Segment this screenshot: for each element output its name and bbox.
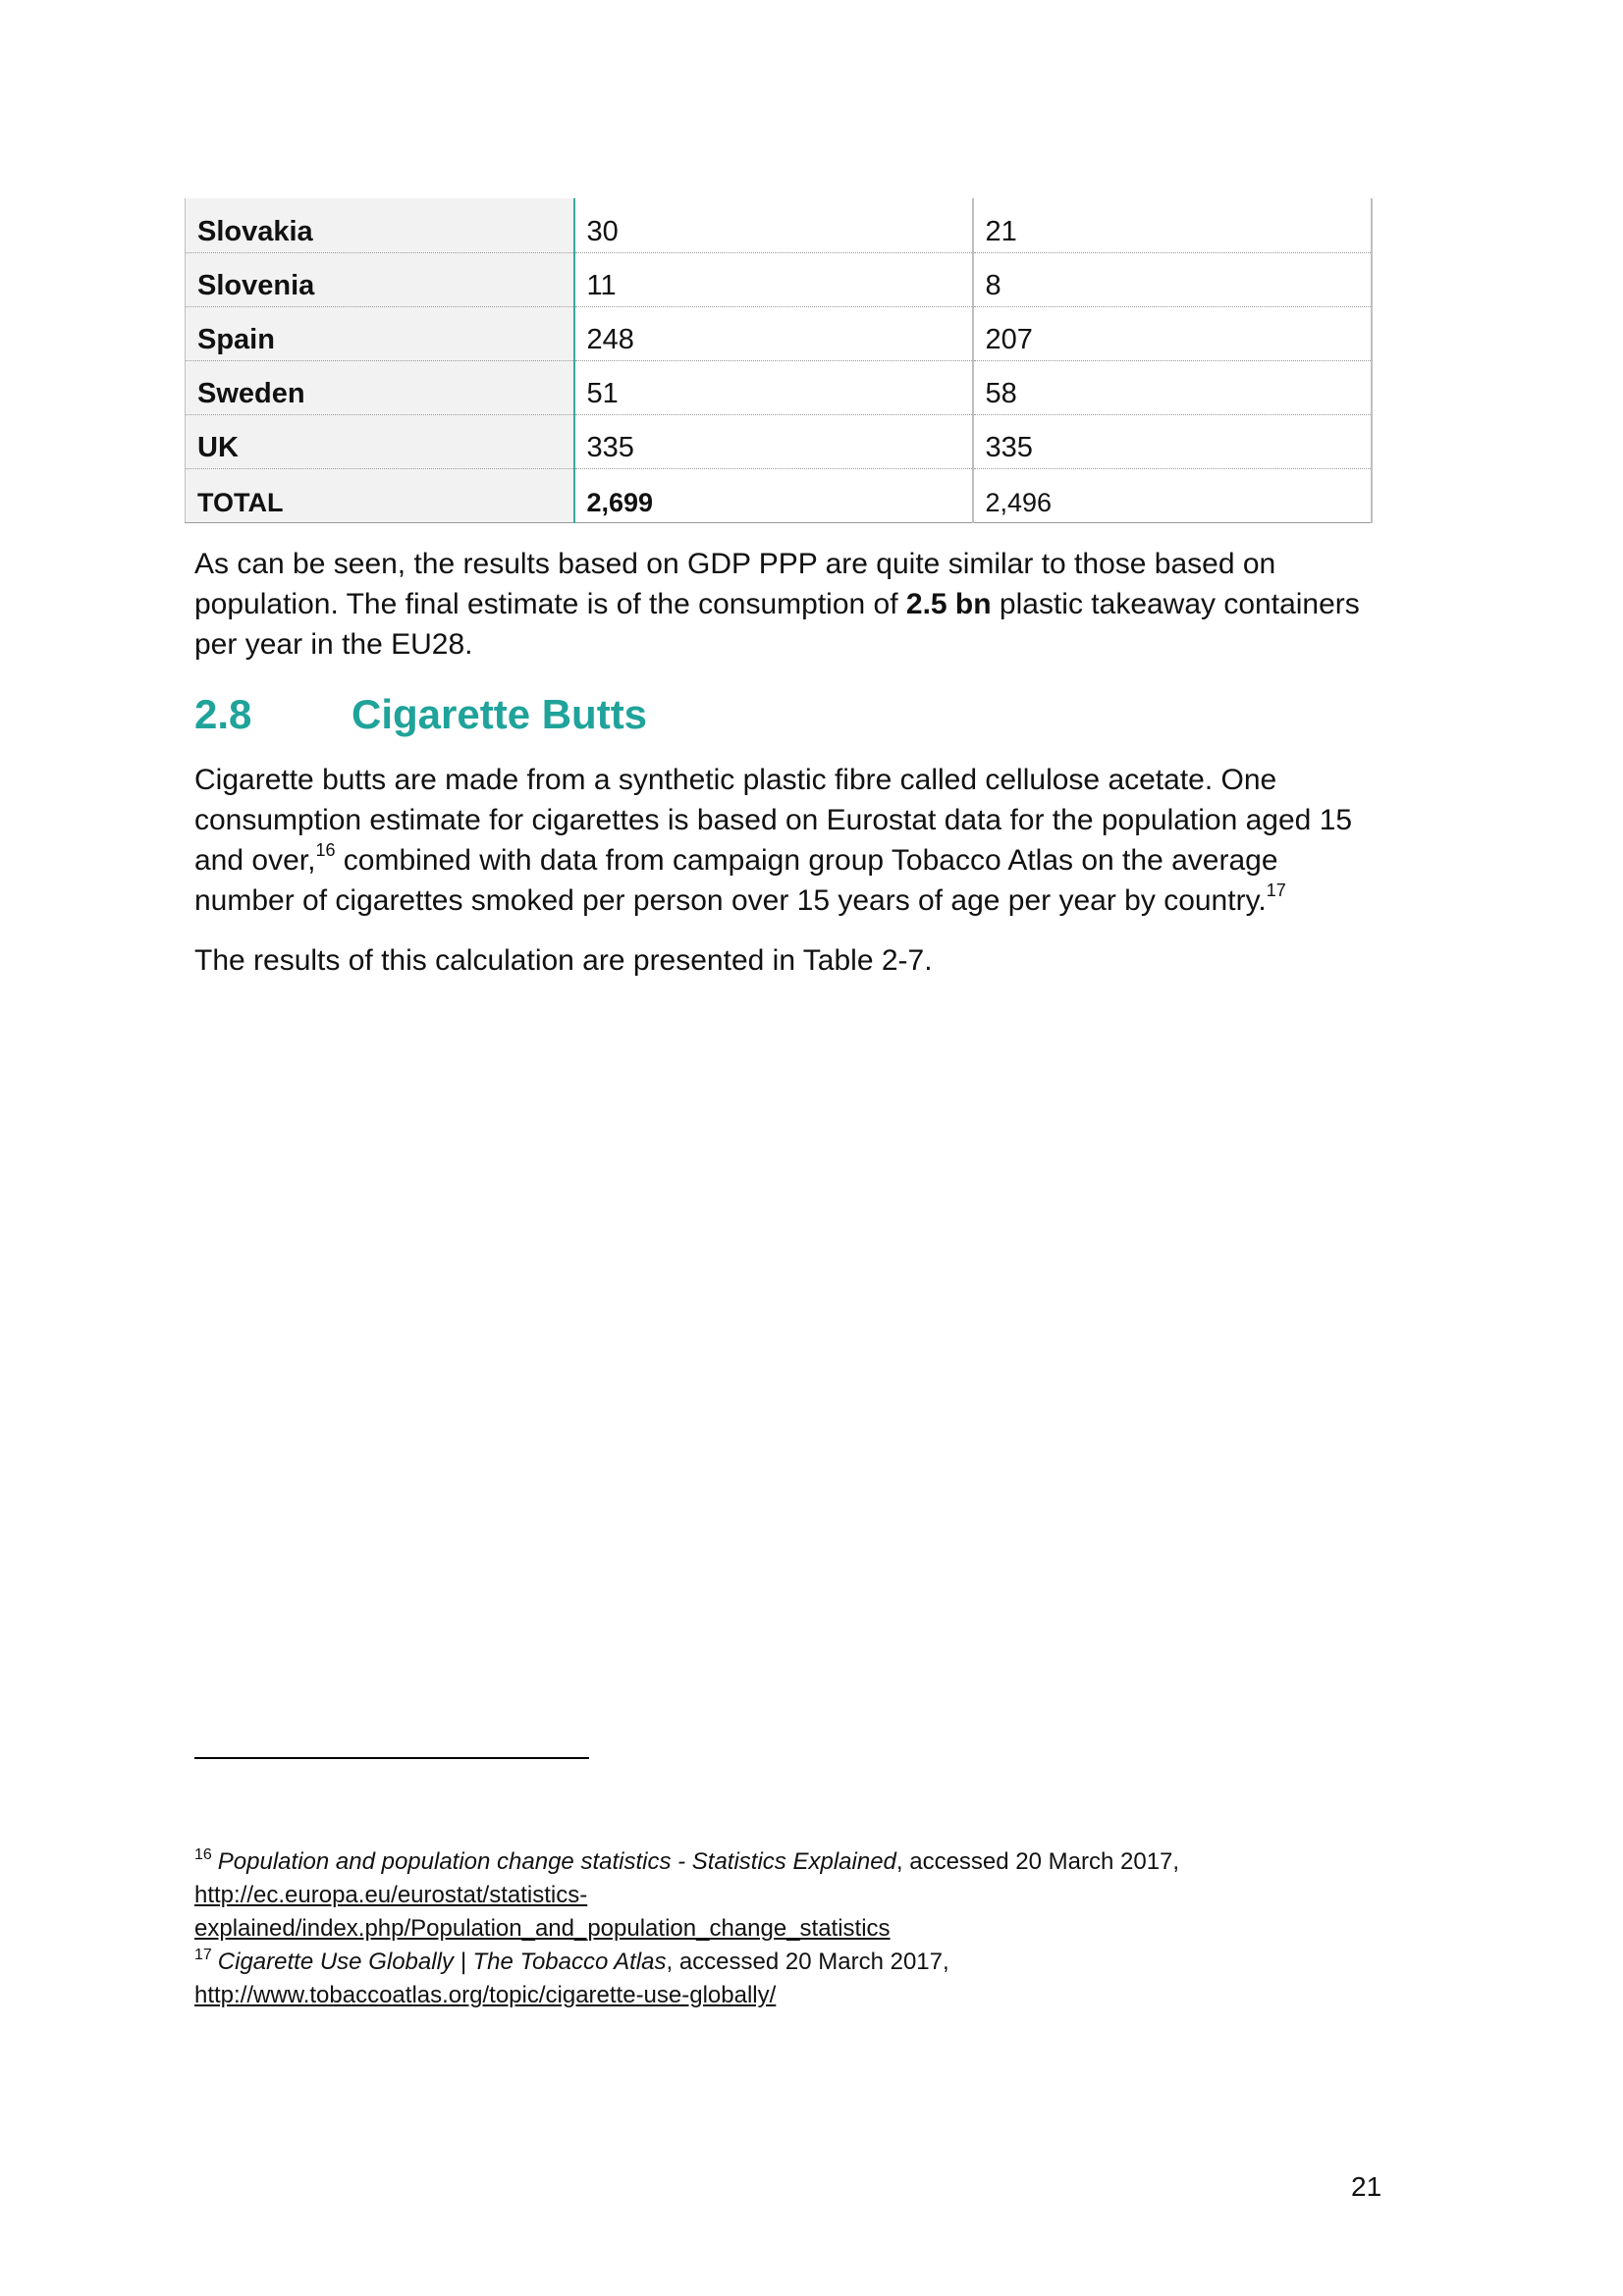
paragraph-text: combined with data from campaign group Tobacco Atlas on the average number of cigarettes smoked per person over 15 years of age per year by country. <box>194 844 1278 917</box>
footnote-ref-17[interactable]: 17 <box>1266 881 1286 900</box>
footnote-17-link[interactable]: http://www.tobaccoatlas.org/topic/cigarette-use-globally/ <box>194 1982 777 2008</box>
paragraph-text: As can be seen, the results based on GDP PPP are quite similar to those based on population. The final estimate is of the consumption of <box>194 548 1276 620</box>
value-cell: 21 <box>973 198 1372 252</box>
country-cell: Spain <box>186 306 574 360</box>
value-cell: 335 <box>973 414 1372 468</box>
page-number: 21 <box>1351 2171 1382 2202</box>
footnote-16-link-line2[interactable]: explained/index.php/Population_and_population_change_statistics <box>194 1915 891 1942</box>
footnote-title: Population and population change statistics - Statistics Explained <box>217 1848 896 1875</box>
total-value-cell: 2,496 <box>973 468 1372 522</box>
footnote-17 <box>194 1946 1373 1979</box>
value-cell: 11 <box>574 252 973 306</box>
footnote-ref-16[interactable]: 16 <box>315 840 336 860</box>
footnote-separator <box>194 1757 589 1759</box>
footnote-number: 16 <box>194 1846 212 1863</box>
total-value-cell: 2,699 <box>574 468 973 522</box>
table-row <box>186 306 1372 360</box>
footnote-number: 17 <box>194 1947 212 1963</box>
footnote-16-link-line1[interactable]: http://ec.europa.eu/eurostat/statistics- <box>194 1882 588 1908</box>
table-row <box>186 414 1372 468</box>
country-cell: UK <box>186 414 574 468</box>
paragraph-cigarettes <box>194 760 1373 921</box>
value-cell: 58 <box>973 360 1372 414</box>
section-heading <box>194 691 647 738</box>
value-cell: 248 <box>574 306 973 360</box>
paragraph-results-table: The results of this calculation are presented in Table 2-7. <box>194 944 933 977</box>
table-total-row <box>186 468 1372 522</box>
table-row <box>186 360 1372 414</box>
value-cell: 207 <box>973 306 1372 360</box>
value-cell: 8 <box>973 252 1372 306</box>
footnote-16 <box>194 1845 1373 1879</box>
country-cell: Slovenia <box>186 252 574 306</box>
value-cell: 51 <box>574 360 973 414</box>
footnote-accessed: , accessed 20 March 2017, <box>666 1949 949 1975</box>
section-title: Cigarette Butts <box>352 691 648 737</box>
country-cell: Slovakia <box>186 198 574 252</box>
paragraph-text: Cigarette butts are made from a synthetic plastic fibre called cellulose acetate. One consumption estimate for cigarettes is based on Eurostat data for the population aged 15 and over, <box>194 764 1353 877</box>
country-cell: Sweden <box>186 360 574 414</box>
table-row <box>186 198 1372 252</box>
footnote-accessed: , accessed 20 March 2017, <box>895 1848 1180 1875</box>
total-label-cell: TOTAL <box>186 468 574 522</box>
consumption-table <box>185 198 1373 523</box>
footnotes <box>194 1845 1373 2012</box>
section-number: 2.8 <box>194 691 252 737</box>
paragraph-results <box>194 544 1373 665</box>
table-row <box>186 252 1372 306</box>
paragraph-text: plastic takeaway containers per year in the EU28. <box>194 588 1360 661</box>
bold-estimate: 2.5 bn <box>905 588 992 620</box>
value-cell: 30 <box>574 198 973 252</box>
footnote-title: Cigarette Use Globally | The Tobacco Atlas <box>217 1949 667 1975</box>
value-cell: 335 <box>574 414 973 468</box>
